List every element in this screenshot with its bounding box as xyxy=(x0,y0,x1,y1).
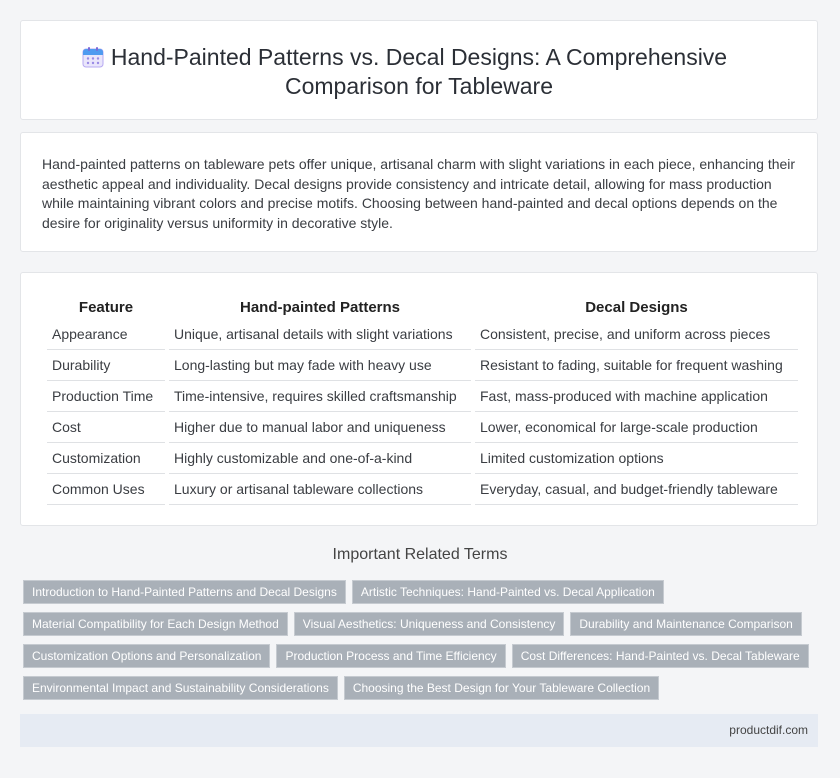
table-cell: Production Time xyxy=(47,381,165,412)
page-title-line-1: Hand-Painted Patterns vs. Decal Designs: A Comprehensive xyxy=(110,44,728,70)
table-cell: Cost xyxy=(47,412,165,443)
page-title-line-2: Comparison for Tableware xyxy=(284,73,554,99)
related-term-tag[interactable]: Environmental Impact and Sustainability Considerations xyxy=(23,676,338,700)
footer xyxy=(20,714,818,747)
table-cell: Fast, mass-produced with machine application xyxy=(475,381,798,412)
table-cell: Appearance xyxy=(47,319,165,350)
table-cell: Customization xyxy=(47,443,165,474)
title-card xyxy=(20,20,818,120)
related-term-tag[interactable]: Material Compatibility for Each Design Method xyxy=(23,612,288,636)
related-term-tag[interactable]: Cost Differences: Hand-Painted vs. Decal Tableware xyxy=(512,644,809,668)
page-title xyxy=(21,43,817,101)
tag-row xyxy=(23,612,823,644)
related-term-tag[interactable]: Visual Aesthetics: Uniqueness and Consistency xyxy=(294,612,565,636)
table-cell: Unique, artisanal details with slight variations xyxy=(169,319,471,350)
column-header-decal: Decal Designs xyxy=(585,298,688,316)
table-cell: Durability xyxy=(47,350,165,381)
table-cell: Consistent, precise, and uniform across pieces xyxy=(475,319,798,350)
intro-text: Hand-painted patterns on tableware pets offer unique, artisanal charm with slight variations in each piece, enhancing their aesthetic appeal and individuality. Decal designs provide consistency and intricate detail, allowing for mass production while maintaining vibrant colors and precise motifs. Choosing between hand-painted and decal options depends on the desire for originality versus uniformity in decorative style. xyxy=(42,156,796,231)
table-cell: Long-lasting but may fade with heavy use xyxy=(169,350,471,381)
tag-row xyxy=(23,676,823,708)
related-term-tag[interactable]: Artistic Techniques: Hand-Painted vs. Decal Application xyxy=(352,580,664,604)
related-term-tag[interactable]: Durability and Maintenance Comparison xyxy=(570,612,801,636)
column-header-hand-painted: Hand-painted Patterns xyxy=(239,298,401,316)
related-terms-list xyxy=(23,580,823,708)
table-cell: Everyday, casual, and budget-friendly tableware xyxy=(475,474,798,505)
table-row xyxy=(47,412,798,443)
related-terms-heading: Important Related Terms xyxy=(332,546,508,563)
table-row xyxy=(47,381,798,412)
tag-row xyxy=(23,580,823,612)
related-term-tag[interactable]: Production Process and Time Efficiency xyxy=(276,644,505,668)
table-cell: Higher due to manual labor and uniqueness xyxy=(169,412,471,443)
table-cell: Time-intensive, requires skilled craftsmanship xyxy=(169,381,471,412)
table-cell: Limited customization options xyxy=(475,443,798,474)
intro-card xyxy=(20,132,818,252)
related-term-tag[interactable]: Choosing the Best Design for Your Tableware Collection xyxy=(344,676,659,700)
table-cell: Luxury or artisanal tableware collections xyxy=(169,474,471,505)
footer-site-link[interactable]: productdif.com xyxy=(729,723,808,737)
tag-row xyxy=(23,644,823,676)
related-term-tag[interactable]: Introduction to Hand-Painted Patterns and Decal Designs xyxy=(23,580,346,604)
table-row xyxy=(47,350,798,381)
related-term-tag[interactable]: Customization Options and Personalization xyxy=(23,644,270,668)
table-row xyxy=(47,319,798,350)
column-header-feature: Feature xyxy=(78,298,134,316)
table-cell: Lower, economical for large-scale production xyxy=(475,412,798,443)
table-cell: Highly customizable and one-of-a-kind xyxy=(169,443,471,474)
table-row xyxy=(47,443,798,474)
table-cell: Common Uses xyxy=(47,474,165,505)
comparison-card xyxy=(20,272,818,526)
table-cell: Resistant to fading, suitable for frequent washing xyxy=(475,350,798,381)
comparison-table xyxy=(43,295,802,505)
table-row xyxy=(47,474,798,505)
table-header-row xyxy=(47,295,798,319)
